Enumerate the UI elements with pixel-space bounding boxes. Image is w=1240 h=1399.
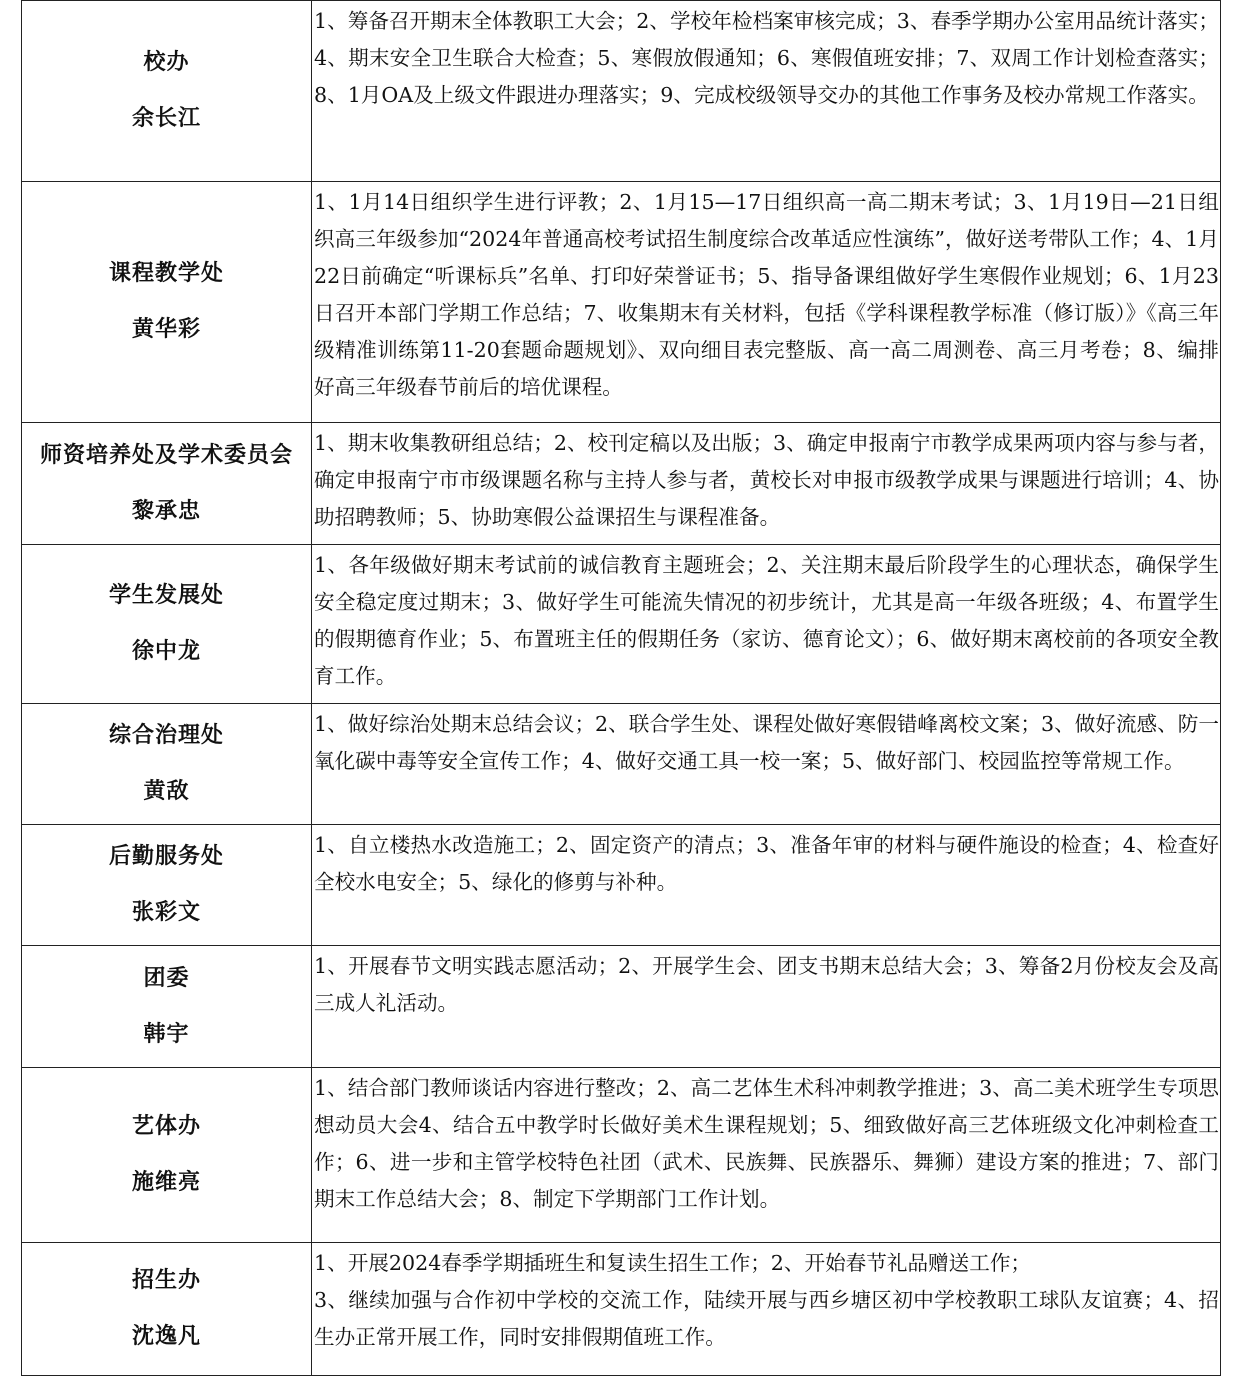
department-name: 课程教学处 — [108, 261, 224, 286]
department-head: 韩宇 — [143, 1021, 190, 1047]
task-text: 1、各年级做好期末考试前的诚信教育主题班会；2、关注期末最后阶段学生的心理状态，确保学生安全稳定度过期末；3、做好学生可能流失情况的初步统计，尤其是高一年级各班级；4、布置学生的假期德育作业；5、布置班主任的假期任务（家访、德育论文）；6、做好期末离校前的各项安全教育工作。 — [314, 553, 1219, 688]
table-row — [22, 825, 1221, 946]
table-row — [22, 423, 1221, 545]
department-head: 徐中龙 — [131, 639, 201, 664]
department-cell — [22, 182, 312, 423]
task-text: 1、期末收集教研组总结；2、校刊定稿以及出版；3、确定申报南宁市教学成果两项内容与参与者，确定申报南宁市市级课题名称与主持人参与者，黄校长对申报市级教学成果与课题进行培训；4、协助招聘教师；5、协助寒假公益课招生与课程准备。 — [314, 431, 1219, 529]
department-cell — [22, 1, 312, 182]
department-head: 沈逸凡 — [131, 1324, 201, 1349]
department-head: 黎承忠 — [131, 498, 201, 524]
task-text-line-2: 3、继续加强与合作初中学校的交流工作，陆续开展与西乡塘区初中学校教职工球队友谊赛；4、招生办正常开展工作，同时安排假期值班工作。 — [314, 1288, 1219, 1349]
department-head: 张彩文 — [131, 900, 201, 925]
department-name: 综合治理处 — [108, 723, 224, 748]
department-cell — [22, 545, 312, 704]
department-head: 黄敌 — [143, 779, 190, 804]
task-text: 1、自立楼热水改造施工；2、固定资产的清点；3、准备年审的材料与硬件施设的检查；4、检查好全校水电安全；5、绿化的修剪与补种。 — [314, 833, 1219, 894]
task-cell — [312, 825, 1221, 946]
department-name: 招生办 — [131, 1268, 201, 1293]
task-cell — [312, 1, 1221, 182]
department-cell — [22, 704, 312, 825]
work-plan-table — [21, 0, 1221, 1376]
task-cell — [312, 704, 1221, 825]
department-cell — [22, 946, 312, 1068]
department-head: 施维亮 — [131, 1170, 201, 1195]
table-row — [22, 1, 1221, 182]
department-head: 余长江 — [131, 106, 201, 131]
task-text: 1、做好综治处期末总结会议；2、联合学生处、课程处做好寒假错峰离校文案；3、做好流感、防一氧化碳中毒等安全宣传工作；4、做好交通工具一校一案；5、做好部门、校园监控等常规工作。 — [314, 712, 1219, 773]
task-cell — [312, 182, 1221, 423]
table-row — [22, 182, 1221, 423]
department-cell — [22, 1243, 312, 1376]
task-text: 1、开展春节文明实践志愿活动；2、开展学生会、团支书期末总结大会；3、筹备2月份校友会及高三成人礼活动。 — [314, 954, 1219, 1015]
department-name: 艺体办 — [131, 1114, 201, 1139]
department-cell — [22, 423, 312, 545]
department-name: 校办 — [143, 50, 190, 75]
task-text: 1、筹备召开期末全体教职工大会；2、学校年检档案审核完成；3、春季学期办公室用品统计落实；4、期末安全卫生联合大检查；5、寒假放假通知；6、寒假值班安排；7、双周工作计划检查落实；8、1月OA及上级文件跟进办理落实；9、完成校级领导交办的其他工作事务及校办常规工作落实。 — [314, 9, 1219, 107]
table-row — [22, 1068, 1221, 1243]
table-row — [22, 1243, 1221, 1376]
department-name: 师资培养处及学术委员会 — [39, 442, 293, 468]
department-name: 团委 — [143, 965, 190, 991]
task-cell — [312, 946, 1221, 1068]
department-head: 黄华彩 — [131, 317, 201, 342]
department-name: 学生发展处 — [108, 583, 224, 608]
task-cell — [312, 545, 1221, 704]
task-cell — [312, 423, 1221, 545]
task-text: 1、1月14日组织学生进行评教；2、1月15—17日组织高一高二期末考试；3、1月19日—21日组织高三年级参加“2024年普通高校考试招生制度综合改革适应性演练”，做好送考带队工作；4、1月22日前确定“听课标兵”名单、打印好荣誉证书；5、指导备课组做好学生寒假作业规划；6、1月23日召开本部门学期工作总结；7、收集期末有关材料，包括《学科课程教学标准（修订版）》《高三年级精准训练第11-20套题命题规划》、双向细目表完整版、高一高二周测卷、高三月考卷；8、编排好高三年级春节前后的培优课程。 — [314, 190, 1219, 399]
table-row — [22, 545, 1221, 704]
task-cell — [312, 1243, 1221, 1376]
department-cell — [22, 1068, 312, 1243]
task-text-line-1: 1、开展2024春季学期插班生和复读生招生工作；2、开始春节礼品赠送工作； — [314, 1251, 1032, 1275]
department-name: 后勤服务处 — [108, 844, 224, 869]
table-row — [22, 946, 1221, 1068]
table-row — [22, 704, 1221, 825]
task-cell — [312, 1068, 1221, 1243]
task-text: 1、结合部门教师谈话内容进行整改；2、高二艺体生术科冲刺教学推进；3、高二美术班学生专项思想动员大会4、结合五中教学时长做好美术生课程规划；5、细致做好高三艺体班级文化冲刺检查工作；6、进一步和主管学校特色社团（武术、民族舞、民族器乐、舞狮）建设方案的推进；7、部门期末工作总结大会；8、制定下学期部门工作计划。 — [314, 1076, 1219, 1211]
department-cell — [22, 825, 312, 946]
